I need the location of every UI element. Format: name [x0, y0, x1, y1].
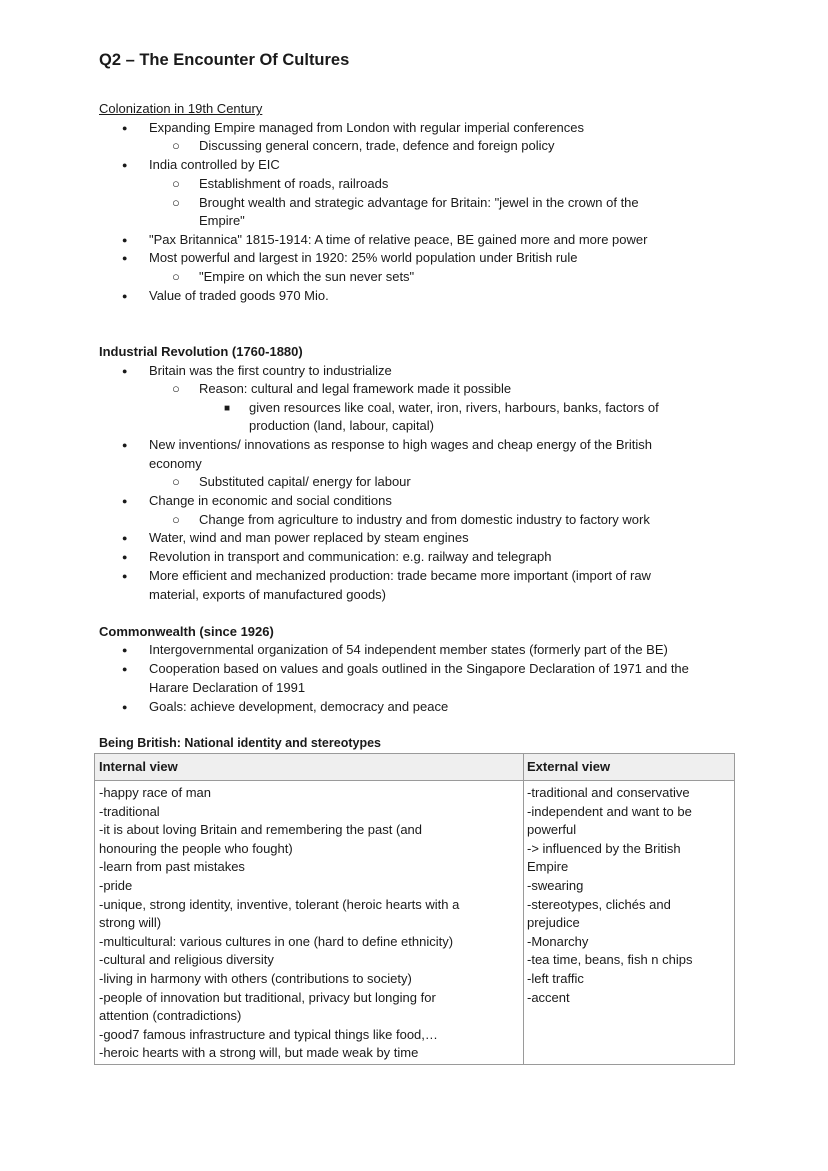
table-cell-line: -people of innovation but traditional, privacy but longing for: [99, 989, 436, 1005]
list-item-continuation: Harare Declaration of 1991: [149, 680, 306, 695]
list-item-continuation: production (land, labour, capital): [249, 418, 435, 433]
sub-bullet-icon: ○: [172, 474, 180, 489]
table-cell-line: -good7 famous infrastructure and typical things like food,…: [99, 1026, 438, 1042]
bullet-icon: ●: [122, 702, 128, 712]
table-header-row: [95, 754, 734, 781]
list-item: Intergovernmental organization of 54 independent member states (formerly part of the BE): [149, 642, 668, 657]
table-cell-line: -accent: [527, 989, 570, 1005]
column-divider: [523, 754, 524, 1064]
table-cell-line: -happy race of man: [99, 785, 212, 800]
table-cell-line: -unique, strong identity, inventive, tolerant (heroic hearts with a: [99, 896, 460, 912]
table-cell-line: -left traffic: [527, 970, 584, 986]
list-item: Cooperation based on values and goals outlined in the Singapore Declaration of 1971 and the: [149, 661, 689, 676]
list-item: Discussing general concern, trade, defence and foreign policy: [199, 138, 555, 153]
sub-bullet-icon: ○: [172, 269, 180, 284]
internal-view-cell: [99, 784, 459, 1063]
sub-bullet-icon: ○: [172, 176, 180, 191]
list-item: More efficient and mechanized production: trade became more important (import of raw: [149, 568, 651, 583]
bullet-icon: ●: [122, 645, 128, 655]
bullet-icon: ●: [122, 160, 128, 170]
bullet-icon: ●: [122, 440, 128, 450]
bullet-icon: ●: [122, 123, 128, 133]
list-item: Goals: achieve development, democracy and peace: [149, 699, 449, 714]
list-item-continuation: economy: [149, 456, 202, 471]
list-item: Establishment of roads, railroads: [199, 176, 389, 191]
table-cell-line: powerful: [527, 822, 577, 838]
bullet-icon: ●: [122, 552, 128, 562]
table-cell-line: prejudice: [527, 915, 580, 931]
table-cell-line: -pride: [99, 877, 133, 893]
table-cell-line: -living in harmony with others (contributions to society): [99, 970, 412, 986]
table-cell-line: -traditional: [99, 803, 160, 819]
table-cell-line: -heroic hearts with a strong will, but made weak by time: [99, 1045, 419, 1061]
external-view-cell: [527, 784, 692, 1007]
sub-bullet-icon: ○: [172, 138, 180, 153]
list-item: Brought wealth and strategic advantage for Britain: "jewel in the crown of the: [199, 195, 639, 210]
list-item: New inventions/ innovations as response to high wages and cheap energy of the British: [149, 437, 652, 452]
table-cell-line: -cultural and religious diversity: [99, 952, 274, 968]
list-item: Substituted capital/ energy for labour: [199, 474, 411, 489]
bullet-icon: ●: [122, 366, 128, 376]
table-cell-line: -tea time, beans, fish n chips: [527, 952, 693, 968]
header-internal-view: Internal view: [99, 759, 178, 774]
square-bullet-icon: ■: [224, 403, 231, 414]
list-item: India controlled by EIC: [149, 157, 280, 172]
list-item: Expanding Empire managed from London with regular imperial conferences: [149, 120, 585, 135]
sub-bullet-icon: ○: [172, 381, 180, 396]
section-heading-industrial-revolution: Industrial Revolution (1760-1880): [99, 344, 303, 359]
list-item: Reason: cultural and legal framework made it possible: [199, 381, 512, 396]
bullet-icon: ●: [122, 664, 128, 674]
table-cell-line: -Monarchy: [527, 933, 589, 949]
bullet-icon: ●: [122, 291, 128, 301]
list-item-continuation: material, exports of manufactured goods): [149, 587, 387, 602]
list-item: Most powerful and largest in 1920: 25% world population under British rule: [149, 250, 578, 265]
list-item: Change in economic and social conditions: [149, 493, 392, 508]
table-cell-line: -it is about loving Britain and remembering the past (and: [99, 822, 423, 838]
section-heading-being-british: Being British: National identity and stereotypes: [99, 736, 381, 750]
bullet-icon: ●: [122, 253, 128, 263]
bullet-icon: ●: [122, 571, 128, 581]
bullet-icon: ●: [122, 533, 128, 543]
sub-bullet-icon: ○: [172, 195, 180, 210]
list-item: given resources like coal, water, iron, rivers, harbours, banks, factors of: [249, 400, 659, 415]
sub-bullet-icon: ○: [172, 512, 180, 527]
table-cell-line: -> influenced by the British: [527, 840, 681, 856]
list-item: Change from agriculture to industry and from domestic industry to factory work: [199, 512, 650, 527]
table-cell-line: honouring the people who fought): [99, 840, 293, 856]
table-cell-line: -learn from past mistakes: [99, 859, 245, 875]
page-title: Q2 – The Encounter Of Cultures: [99, 51, 350, 69]
table-cell-line: Empire: [527, 859, 569, 875]
list-item: Britain was the first country to industrialize: [149, 363, 392, 378]
list-item-continuation: Empire": [199, 213, 245, 228]
bullet-icon: ●: [122, 235, 128, 245]
table-cell-line: strong will): [99, 915, 162, 931]
list-item: Revolution in transport and communication: e.g. railway and telegraph: [149, 549, 552, 564]
header-external-view: External view: [527, 759, 611, 774]
table-cell-line: -independent and want to be: [527, 803, 692, 819]
section-heading-colonization: Colonization in 19th Century: [99, 101, 263, 116]
table-cell-line: -swearing: [527, 877, 584, 893]
bullet-icon: ●: [122, 496, 128, 506]
table-cell-line: -traditional and conservative: [527, 785, 690, 800]
list-item: Water, wind and man power replaced by steam engines: [149, 530, 469, 545]
table-cell-line: -stereotypes, clichés and: [527, 896, 671, 912]
list-item: "Empire on which the sun never sets": [199, 269, 415, 284]
section-heading-commonwealth: Commonwealth (since 1926): [99, 624, 274, 639]
stereotypes-table: [94, 753, 735, 1065]
list-item: Value of traded goods 970 Mio.: [149, 288, 329, 303]
table-cell-line: attention (contradictions): [99, 1008, 242, 1024]
list-item: "Pax Britannica" 1815-1914: A time of relative peace, BE gained more and more power: [149, 232, 648, 247]
table-cell-line: -multicultural: various cultures in one (hard to define ethnicity): [99, 933, 454, 949]
